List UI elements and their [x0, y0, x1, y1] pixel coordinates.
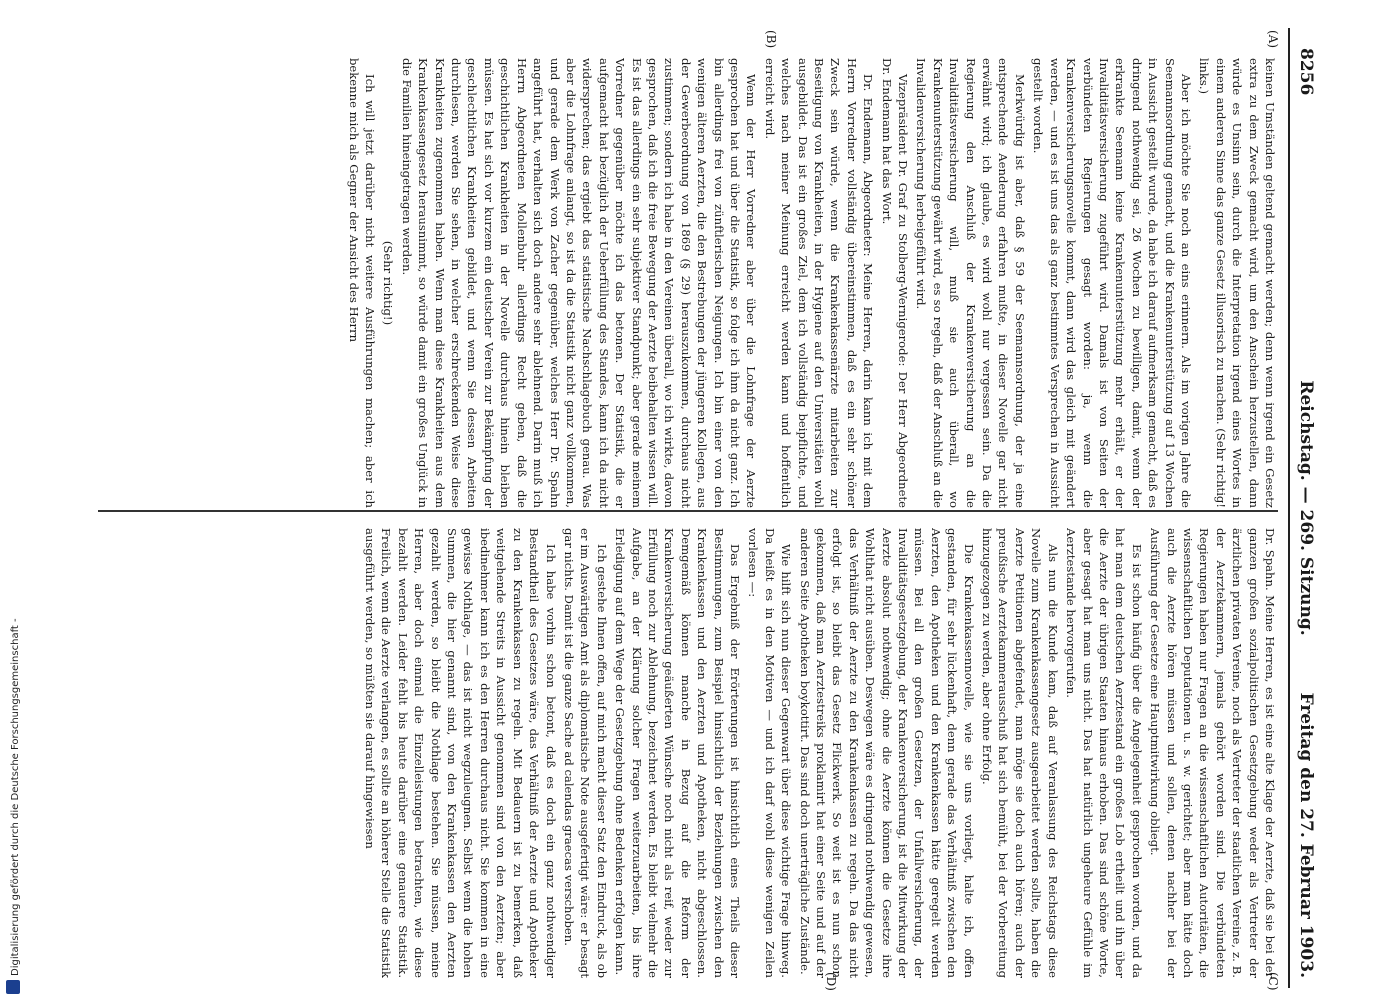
page-title: Reichstag. — 269. Sitzung. — [1296, 380, 1316, 636]
paragraph: keinen Umständen geltend gemacht werden; denn wenn irgend ein Gesetz extra zu dem Zweck gemacht wird, um den Anschein herzustellen, dann würde es Unsinn sein, durch die Interpretation irgend eines Wortes in einem anderen Sinne das ganze Gesetz illusorisch zu machen. (Sehr richtig! links.) — [1197, 58, 1277, 508]
paragraph: Die Krankenkassennovelle, wie sie uns vorliegt, halte ich, offen gestanden, für sehr lückenhaft, denn gerade das Verhältniß zwischen den Aerzten, den Apotheken und den Krankenkassen hätte geregelt werden müssen. Bei all den großen Gesetzen, der Unfallversicherung, der Invaliditätsgesetzgebung, der Krankenversicherung, ist die Mitwirkung der Aerzte absolut nothwendig; ohne die Aerzte können die Gesetze ihre Wohlthat nicht ausüben. Deswegen wäre es dringend nothwendig gewesen, das Verhältniß der Aerzte zu den Krankenkassen zu regeln. Da das nicht erfolgt ist, so bleibt das Gesetz Flickwerk. So weit ist es nun schon gekommen, daß man Aerztestreiks proklamirt hat einer Seite und auf der anderen Seite Apotheken boykottirt. Das sind doch unerträgliche Zustände. — [797, 528, 976, 978]
right-column — [98, 528, 1278, 978]
column-divider — [98, 510, 1278, 512]
page-number: 8256 — [1296, 48, 1316, 96]
digitization-credit — [0, 606, 20, 976]
quoted-paragraph: Das Ergebniß der Erörterungen ist hinsichtlich eines Theils dieser Bestimmungen, zum Beispiel hinsichtlich der Beziehungen zwischen den Krankenkassen und den Aerzten und Apotheken, nicht abgeschlossen. Demgemäß können manche in Bezug auf die Reform der Krankenversicherung geäußerten Wünsche noch nicht als reif, weder zur Erfüllung noch zur Ablehnung, bezeichnet werden. Es bleibt vielmehr die Aufgabe, an der Klärung solcher Fragen weiterzuarbeiten, bis ihre Erledigung auf dem Wege der Gesetzgebung ohne Bedenken erfolgen kann. — [613, 528, 742, 978]
margin-letter-b: (B) — [764, 30, 778, 49]
paragraph: Ich gestehe Ihnen offen, auf mich macht dieser Satz den Eindruck, als ob er im Auswärtigen Amt als diplomatische Note ausgefertigt wäre: er besagt gar nichts. Damit ist die ganze Sache ad calendas graecas verschoben. — [561, 528, 609, 978]
paragraph: Aber ich möchte Sie noch an eins erinnern. Als im vorigen Jahre die Seemannsordnung gemacht, und die Krankenunterstützung auf 13 Wochen in Aussicht gestellt wurde, da habe ich darauf aufmerksam gemacht, daß es dringend nothwendig sei, 26 Wochen zu bewilligen, damit, wenn der erkrankte Seemann keine Krankenunterstützung mehr erhält, er der Invaliditätsversicherung zugeführt wird. Damals ist von Seiten der verbündeten Regierungen gesagt worden: ja, wenn die Krankenversicherungsnovelle kommt, dann wird das gleich mit geändert werden, — und es ist uns das als ganz bestimmtes Versprechen in Aussicht gestellt worden. — [1031, 58, 1193, 508]
paragraph: Dr. Endemann, Abgeordneter: Meine Herren, darin kann ich mit dem Herrn Vorredner vollständig übereinstimmen, daß es ein sehr schöner Zweck sein würde, wenn die Krankenkassenärzte mitarbeiten zur Beseitigung von Krankheiten, in der Hygiene auf den Universitäten wohl ausgebildet. Das ist ein großes Ziel, dem ich vollständig beipflichte, und welches nach meiner Meinung erreicht werden kann und hoffentlich erreicht wird. — [762, 58, 876, 508]
paragraph: Als nun die Kunde kam, daß auf Veranlassung des Reichstags diese Novelle zum Krankenkassengesetz ausgearbeitet werden sollte, haben die Aerzte Petitionen abgefendet, man möge sie doch auch hören; auch der preußische Aerztekammerausschuß hat sich bemüht, bei der Vorbereitung hinzugezogen zu werden, aber ohne Erfolg. — [980, 528, 1060, 978]
interjection: (Sehr richtig!) — [381, 240, 396, 326]
page-header — [1294, 28, 1318, 988]
left-column — [98, 58, 1278, 508]
paragraph: Ich habe vorhin schon betont, daß es doch ein ganz nothwendiger Bestandtheil des Gesetzes wäre, das Verhältniß der Aerzte und Apotheker zu den Krankenkassen zu regeln. Mit Bedauern ist zu bemerken, daß weitgehende Streits in Aussicht genommen sind von den Aerzten; aber ibedinehmer kann ich es den Herren durchaus nicht. Sie kommen in eine gewisse Nothlage, — das ist nicht wegzuleugnen. Selbst wenn die hohen Summen, die hier genannt sind, von den Krankenkassen den Aerzten gezahlt werden, so bleibt die Nothlage bestehen. Sie müssen, meine Herren, aber doch einmal die Einzelleistungen betrachten, wie diese bezahlt werden. Leider fehlt bis heute darüber eine genauere Statistik. Freilich, wenn die Aerzte verlangen, es sollte an höherer Stelle die Statistik ausgeführt werden, so müßten sie darauf hingewiesen — [363, 528, 558, 978]
paragraph: Ich will jetzt darüber nicht weitere Ausführungen machen; aber ich bekenne mich als Gegner der Ansicht des Herrn — [346, 58, 378, 508]
document-page — [78, 28, 1318, 1008]
paragraph: Wie hilft sich nun dieser Gegenwart über diese wichtige Frage hinweg. Da heißt es in den Motiven — und ich darf wohl diese wenigen Zeilen vorlesen —: — [746, 528, 794, 978]
margin-letter-d: (D) — [824, 972, 838, 991]
speaker-announcement: Vizepräsident Dr. Graf zu Stolberg-Wernigerode: Der Herr Abgeordnete Dr. Endemann hat das Wort. — [879, 58, 911, 508]
paragraph: Es ist schon häufig über die Angelegenheit gesprochen worden, und da hat man dem deutschen Aerztestand ein großes Lob ertheilt und ihn über die Aerzte der übrigen Staaten hinaus erhoben. Das sind schöne Worte, aber gesagt hat man uns nicht. Das hat natürlich ungeheure Gefühle im Aerztestande hervorgerufen. — [1064, 528, 1144, 978]
page-date: Freitag den 27. Februar 1903. — [1296, 692, 1316, 978]
margin-letter-c: (C) — [1266, 972, 1280, 991]
header-rule — [1288, 28, 1290, 988]
paragraph: Merkwürdig ist aber, daß § 59 der Seemannsordnung, der ja eine entsprechende Aenderung erfahren mußte, in dieser Novelle gar nicht erwähnt wird; ich glaube, es wird wohl nur vergessen sein. Da die Regierung den Anschluß der Krankenversicherung an die Invaliditätsversicherung will, muß sie auch überall, wo Krankenunterstützung gewährt wird, es so regeln, daß der Anschluß an die Invalidenversicherung herbeigeführt wird. — [914, 58, 1027, 508]
dfg-logo-icon — [6, 980, 20, 994]
paragraph: Wenn der Herr Vorredner aber über die Lohnfrage der Aerzte gesprochen hat und über die Statistik, so folge ich ihm da nicht ganz. Ich bin allerdings frei von zünftlerischen Neigungen. Ich bin einer von den wenigen älteren Aerzten, die den Bestrebungen der jüngeren Kollegen, aus der Gewerbeordnung von 1869 (§ 29) herauszukommen, durchaus nicht zustimmen; sondern ich habe in den Vereinen überall, wo ich wirkte, davon gesprochen, daß ich die freie Bewegung der Aerzte beibehalten wissen will. Es ist das allerdings ein sehr subjektiver Standpunkt; aber gerade meinem Vorredner gegenüber möchte ich das betonen. Der Statistik, die er aufgemacht hat bezüglich der Ueberfüllung des Standes, kann ich da nicht widersprechen; das ergiebt das statistische Nachschlagebuch genau. Was aber die Lohnfrage anlangt, so ist da die Statistik nicht ganz vollkommen, und gerade dem Werk von Zacher gegenüber, welches Herr Dr. Spahn angeführt hat, verhalten sich doch andere sehr ablehnend. Darin muß ich Herrn Abgeordneten Mollenbuhr allerdings Recht geben, daß die geschichtlichen Krankheiten in der Novelle durchaus hinein bleiben müssen. Es hat sich vor kurzem ein deutscher Verein zur Bekämpfung der geschlechtlichen Krankheiten gebildet, und wenn Sie dessen Arbeiten durchlesen, werden Sie sehen, in welcher erschreckenden Weise diese Krankheiten zugenommen haben. Wenn man diese Krankheiten aus dem Krankenkassengesetz herausnimmt, so würde damit ein großes Unglück in die Familien hineingetragen werden. — [399, 58, 759, 508]
margin-letter-a: (A) — [1266, 30, 1280, 49]
paragraph: Dr. Spahn. Meine Herren, es ist eine alte Klage der Aerzte, daß sie bei der ganzen großen sozialpolitischen Gesetzgebung weder als Vertreter der ärztlichen privaten Vereine, noch als Vertreter der staatlichen Vereine, z. B. der Aerztekammern, jemals gehört worden sind. Die verbündeten Regierungen haben nur Fragen an die wissenschaftlichen Autoritäten, die wissenschaftlichen Deputationen u. s. w. gerichtet; aber man hätte doch auch die Aerzte hören müssen und sollen, denen nachher bei der Ausführung der Gesetze eine Hauptmitwirkung obliegt. — [1148, 528, 1277, 978]
credit-text: Digitalisierung gefördert durch die Deutsche Forschungsgemeinschaft - — [10, 618, 21, 976]
